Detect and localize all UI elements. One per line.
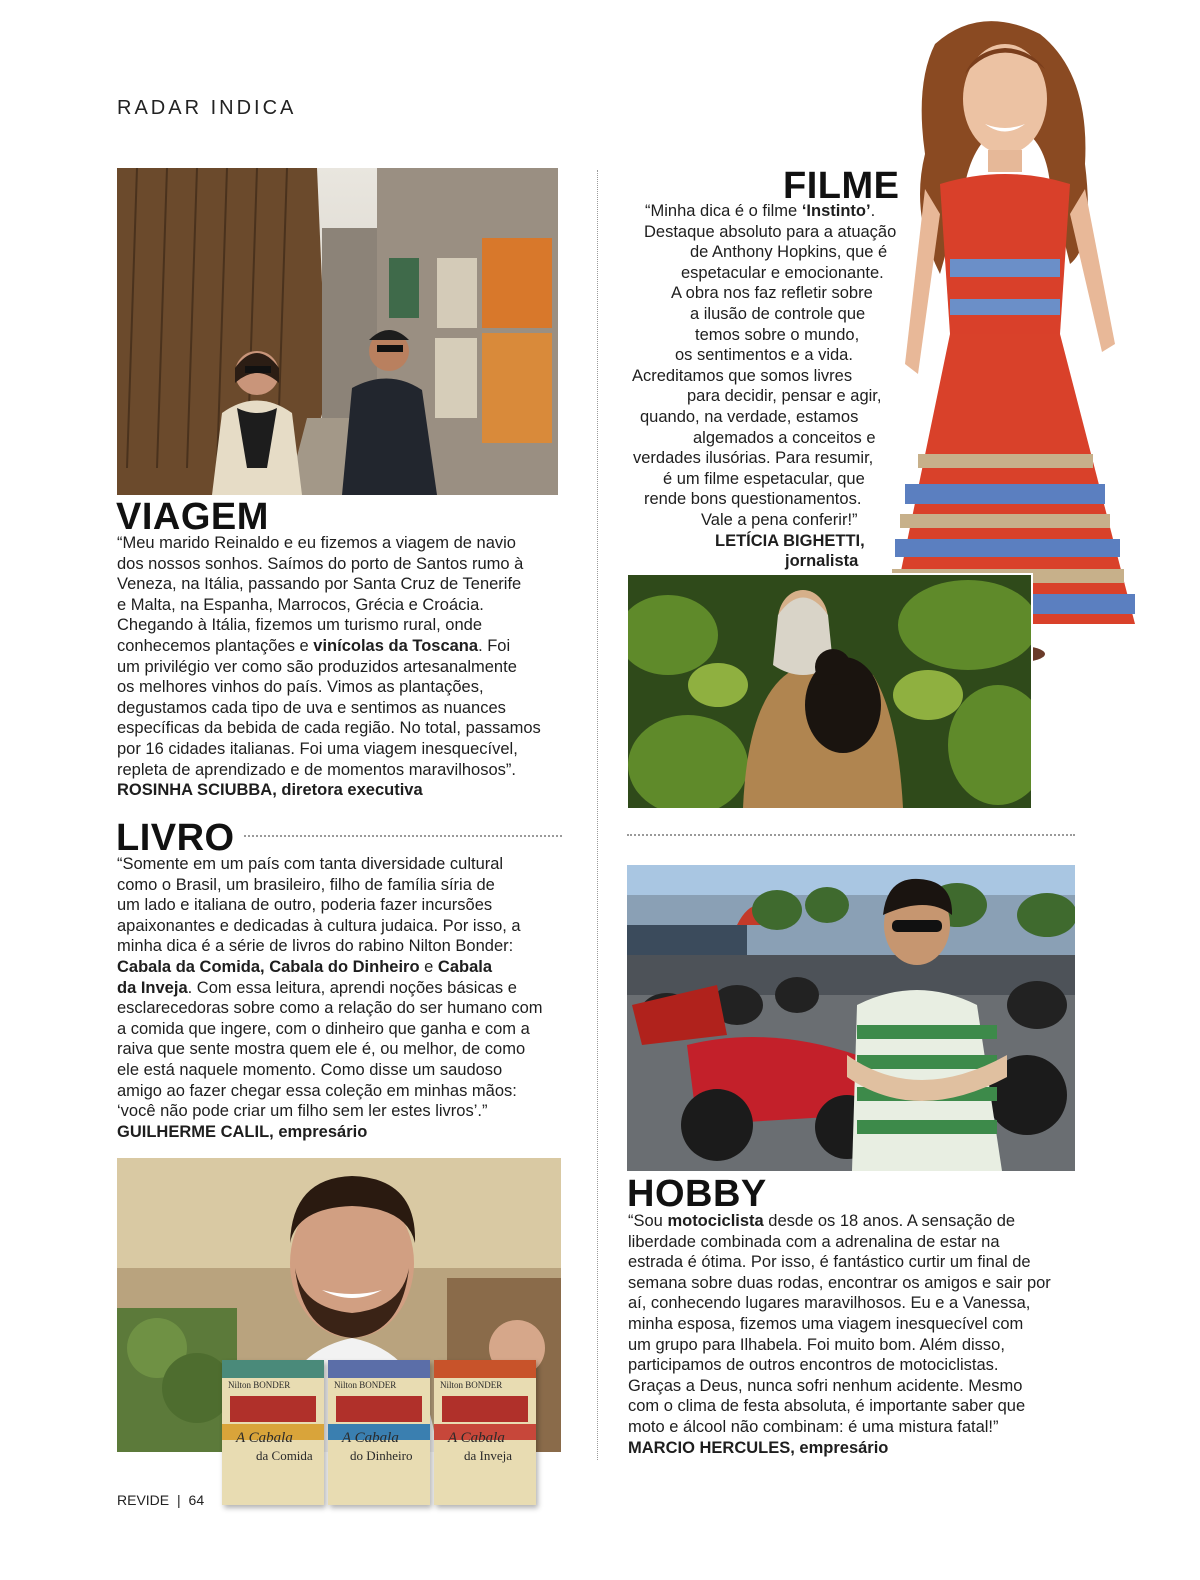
text-line: “Meu marido Reinaldo e eu fizemos a viagem de navio xyxy=(117,534,516,552)
text-line: degustamos cada tipo de uva e sentimos as nuances xyxy=(117,698,506,717)
text-line: os sentimentos e a vida. xyxy=(675,346,853,365)
text-line xyxy=(605,201,915,222)
filme-heading: FILME xyxy=(783,165,900,207)
book-subtitle: da Inveja xyxy=(464,1448,513,1463)
text-line: de Anthony Hopkins, que é xyxy=(690,243,888,262)
text-line: Chegando à Itália, fizemos um turismo rural, onde xyxy=(117,616,483,635)
text-line: rende bons questionamentos. xyxy=(644,490,862,509)
book-cover-comida xyxy=(222,1360,324,1505)
text-line: específicas da bebida de cada região. No total, passamos xyxy=(117,719,541,738)
book-title: A Cabala xyxy=(448,1430,505,1446)
page-number: 64 xyxy=(188,1492,205,1508)
text-line: um privilégio ver como são produzidos artesanalmente xyxy=(117,657,517,676)
text-run: . xyxy=(870,202,876,220)
text-run: “Minha dica é o filme xyxy=(645,202,802,220)
text-line: com o clima de festa absoluta, é importante saber que xyxy=(628,1397,1026,1416)
text-run: “Sou xyxy=(628,1212,668,1230)
text-line: Vale a pena conferir!” xyxy=(701,510,858,529)
book-cover-dinheiro xyxy=(328,1360,430,1505)
text-line: moto e álcool não combinam: é uma mistura fatal!” xyxy=(628,1417,999,1436)
text-line: como o Brasil, um brasileiro, filho de família síria de xyxy=(117,875,495,894)
book-author: Nilton BONDER xyxy=(440,1380,503,1390)
text-line: raiva que sente mostra quem ele é, ou melhor, de como xyxy=(117,1040,526,1059)
livro-dotted-rule xyxy=(244,835,562,837)
emphasis: Cabala xyxy=(437,957,493,976)
text-line: participamos de outros encontros de motociclistas. xyxy=(628,1356,999,1375)
text-line: um lado e italiana de outro, poderia fazer incursões xyxy=(117,896,493,915)
movie-still xyxy=(626,573,1033,810)
text-line: estrada é ótima. Por isso, é fantástico curtir um final de xyxy=(628,1253,1031,1272)
text-line: verdades ilusórias. Para resumir, xyxy=(633,449,874,468)
viagem-body xyxy=(117,533,577,801)
text-line: amigo ao fazer chegar essa coleção em minhas mãos: xyxy=(117,1081,517,1100)
book-author: Nilton BONDER xyxy=(228,1380,291,1390)
text-line: esclarecedoras sobre como a relação do ser humano com xyxy=(117,999,543,1018)
text-line: minha esposa, fizemos uma viagem inesquecível com xyxy=(628,1314,1024,1333)
book-title: A Cabala xyxy=(236,1430,293,1446)
text-line: quando, na verdade, estamos xyxy=(640,407,859,426)
livro-body xyxy=(117,854,582,1142)
livro-heading: LIVRO xyxy=(116,817,235,859)
text-run: conhecemos plantações e xyxy=(117,636,314,655)
text-line: apaixonantes e dedicadas à cultura judaica. Por isso, a xyxy=(117,916,521,935)
text-line: repleta de aprendizado e de momentos maravilhosos”. xyxy=(117,760,516,779)
text-line: A obra nos faz refletir sobre xyxy=(671,284,873,303)
text-run: . Foi xyxy=(478,636,511,655)
text-line: ele está naquele momento. Como disse um saudoso xyxy=(117,1060,503,1079)
filme-signature-role: jornalista xyxy=(785,552,859,571)
text-line: e Malta, na Espanha, Marrocos, Grécia e Croácia. xyxy=(117,595,484,614)
text-line xyxy=(117,636,577,657)
text-line: semana sobre duas rodas, encontrar os amigos e sair por xyxy=(628,1273,1051,1292)
filme-body xyxy=(605,201,915,572)
magazine-name: REVIDE xyxy=(117,1492,170,1508)
hobby-body xyxy=(628,1211,1093,1458)
text-line: ‘você não pode criar um filho sem ler estes livros’.” xyxy=(117,1102,488,1121)
text-run: . Com essa leitura, aprendi noções básicas e xyxy=(187,978,517,997)
text-line xyxy=(117,978,582,999)
emphasis: Cabala da Comida, Cabala do Dinheiro xyxy=(117,957,420,976)
motorcycle-photo xyxy=(627,865,1075,1171)
book-subtitle: do Dinheiro xyxy=(350,1448,413,1463)
text-line: Graças a Deus, nunca sofri nenhum acidente. Mesmo xyxy=(628,1376,1023,1395)
text-run: e xyxy=(419,957,438,976)
book-subtitle: da Comida xyxy=(256,1448,313,1463)
hobby-heading: HOBBY xyxy=(627,1173,767,1215)
text-line xyxy=(628,1211,1093,1232)
text-line: “Somente em um país com tanta diversidade cultural xyxy=(117,855,504,873)
book-cover-inveja xyxy=(434,1360,536,1505)
text-line xyxy=(117,957,582,978)
text-line: para decidir, pensar e agir, xyxy=(687,387,882,406)
text-line: os melhores vinhos do país. Vimos as plantações, xyxy=(117,678,484,697)
emphasis: da Inveja xyxy=(117,978,188,997)
book-author: Nilton BONDER xyxy=(334,1380,397,1390)
text-line: aí, conhecendo lugares maravilhosos. Eu e a Vanessa, xyxy=(628,1294,1031,1313)
text-line: a ilusão de controle que xyxy=(690,304,866,323)
column-divider xyxy=(597,170,598,1460)
text-line: Veneza, na Itália, passando por Santa Cruz de Tenerife xyxy=(117,575,522,594)
text-line: espetacular e emocionante. xyxy=(681,263,884,282)
hobby-signature: MARCIO HERCULES, empresário xyxy=(628,1438,889,1457)
text-line: por 16 cidades italianas. Foi uma viagem inesquecível, xyxy=(117,739,518,758)
page-footer xyxy=(117,1492,204,1508)
text-line: Acreditamos que somos livres xyxy=(632,366,853,385)
text-line: a comida que ingere, com o dinheiro que ganha e com a xyxy=(117,1019,530,1038)
text-line: temos sobre o mundo, xyxy=(695,325,860,344)
text-line: Destaque absoluto para a atuação xyxy=(644,222,897,241)
text-line: é um filme espetacular, que xyxy=(663,469,865,488)
text-line: algemados a conceitos e xyxy=(693,428,876,447)
text-line: um grupo para Ilhabela. Foi muito bom. Além disso, xyxy=(628,1335,1005,1354)
livro-signature: GUILHERME CALIL, empresário xyxy=(117,1122,368,1141)
travel-photo xyxy=(117,168,558,495)
viagem-signature: ROSINHA SCIUBBA, diretora executiva xyxy=(117,781,423,800)
section-label: RADAR INDICA xyxy=(117,97,297,119)
viagem-heading: VIAGEM xyxy=(116,496,269,538)
text-line: minha dica é a série de livros do rabino Nilton Bonder: xyxy=(117,937,514,956)
emphasis: motociclista xyxy=(667,1212,764,1230)
text-run: desde os 18 anos. A sensação de xyxy=(763,1212,1016,1230)
footer-separator: | xyxy=(177,1492,181,1508)
hobby-dotted-rule xyxy=(627,834,1075,836)
emphasis: vinícolas da Toscana xyxy=(313,636,479,655)
filme-signature-name: LETÍCIA BIGHETTI, xyxy=(715,531,865,550)
emphasis: ‘Instinto’ xyxy=(801,202,871,220)
text-line: liberdade combinada com a adrenalina de estar na xyxy=(628,1232,1000,1251)
leticia-portrait xyxy=(880,14,1150,664)
text-line: dos nossos sonhos. Saímos do porto de Santos rumo à xyxy=(117,554,524,573)
book-title: A Cabala xyxy=(342,1430,399,1446)
